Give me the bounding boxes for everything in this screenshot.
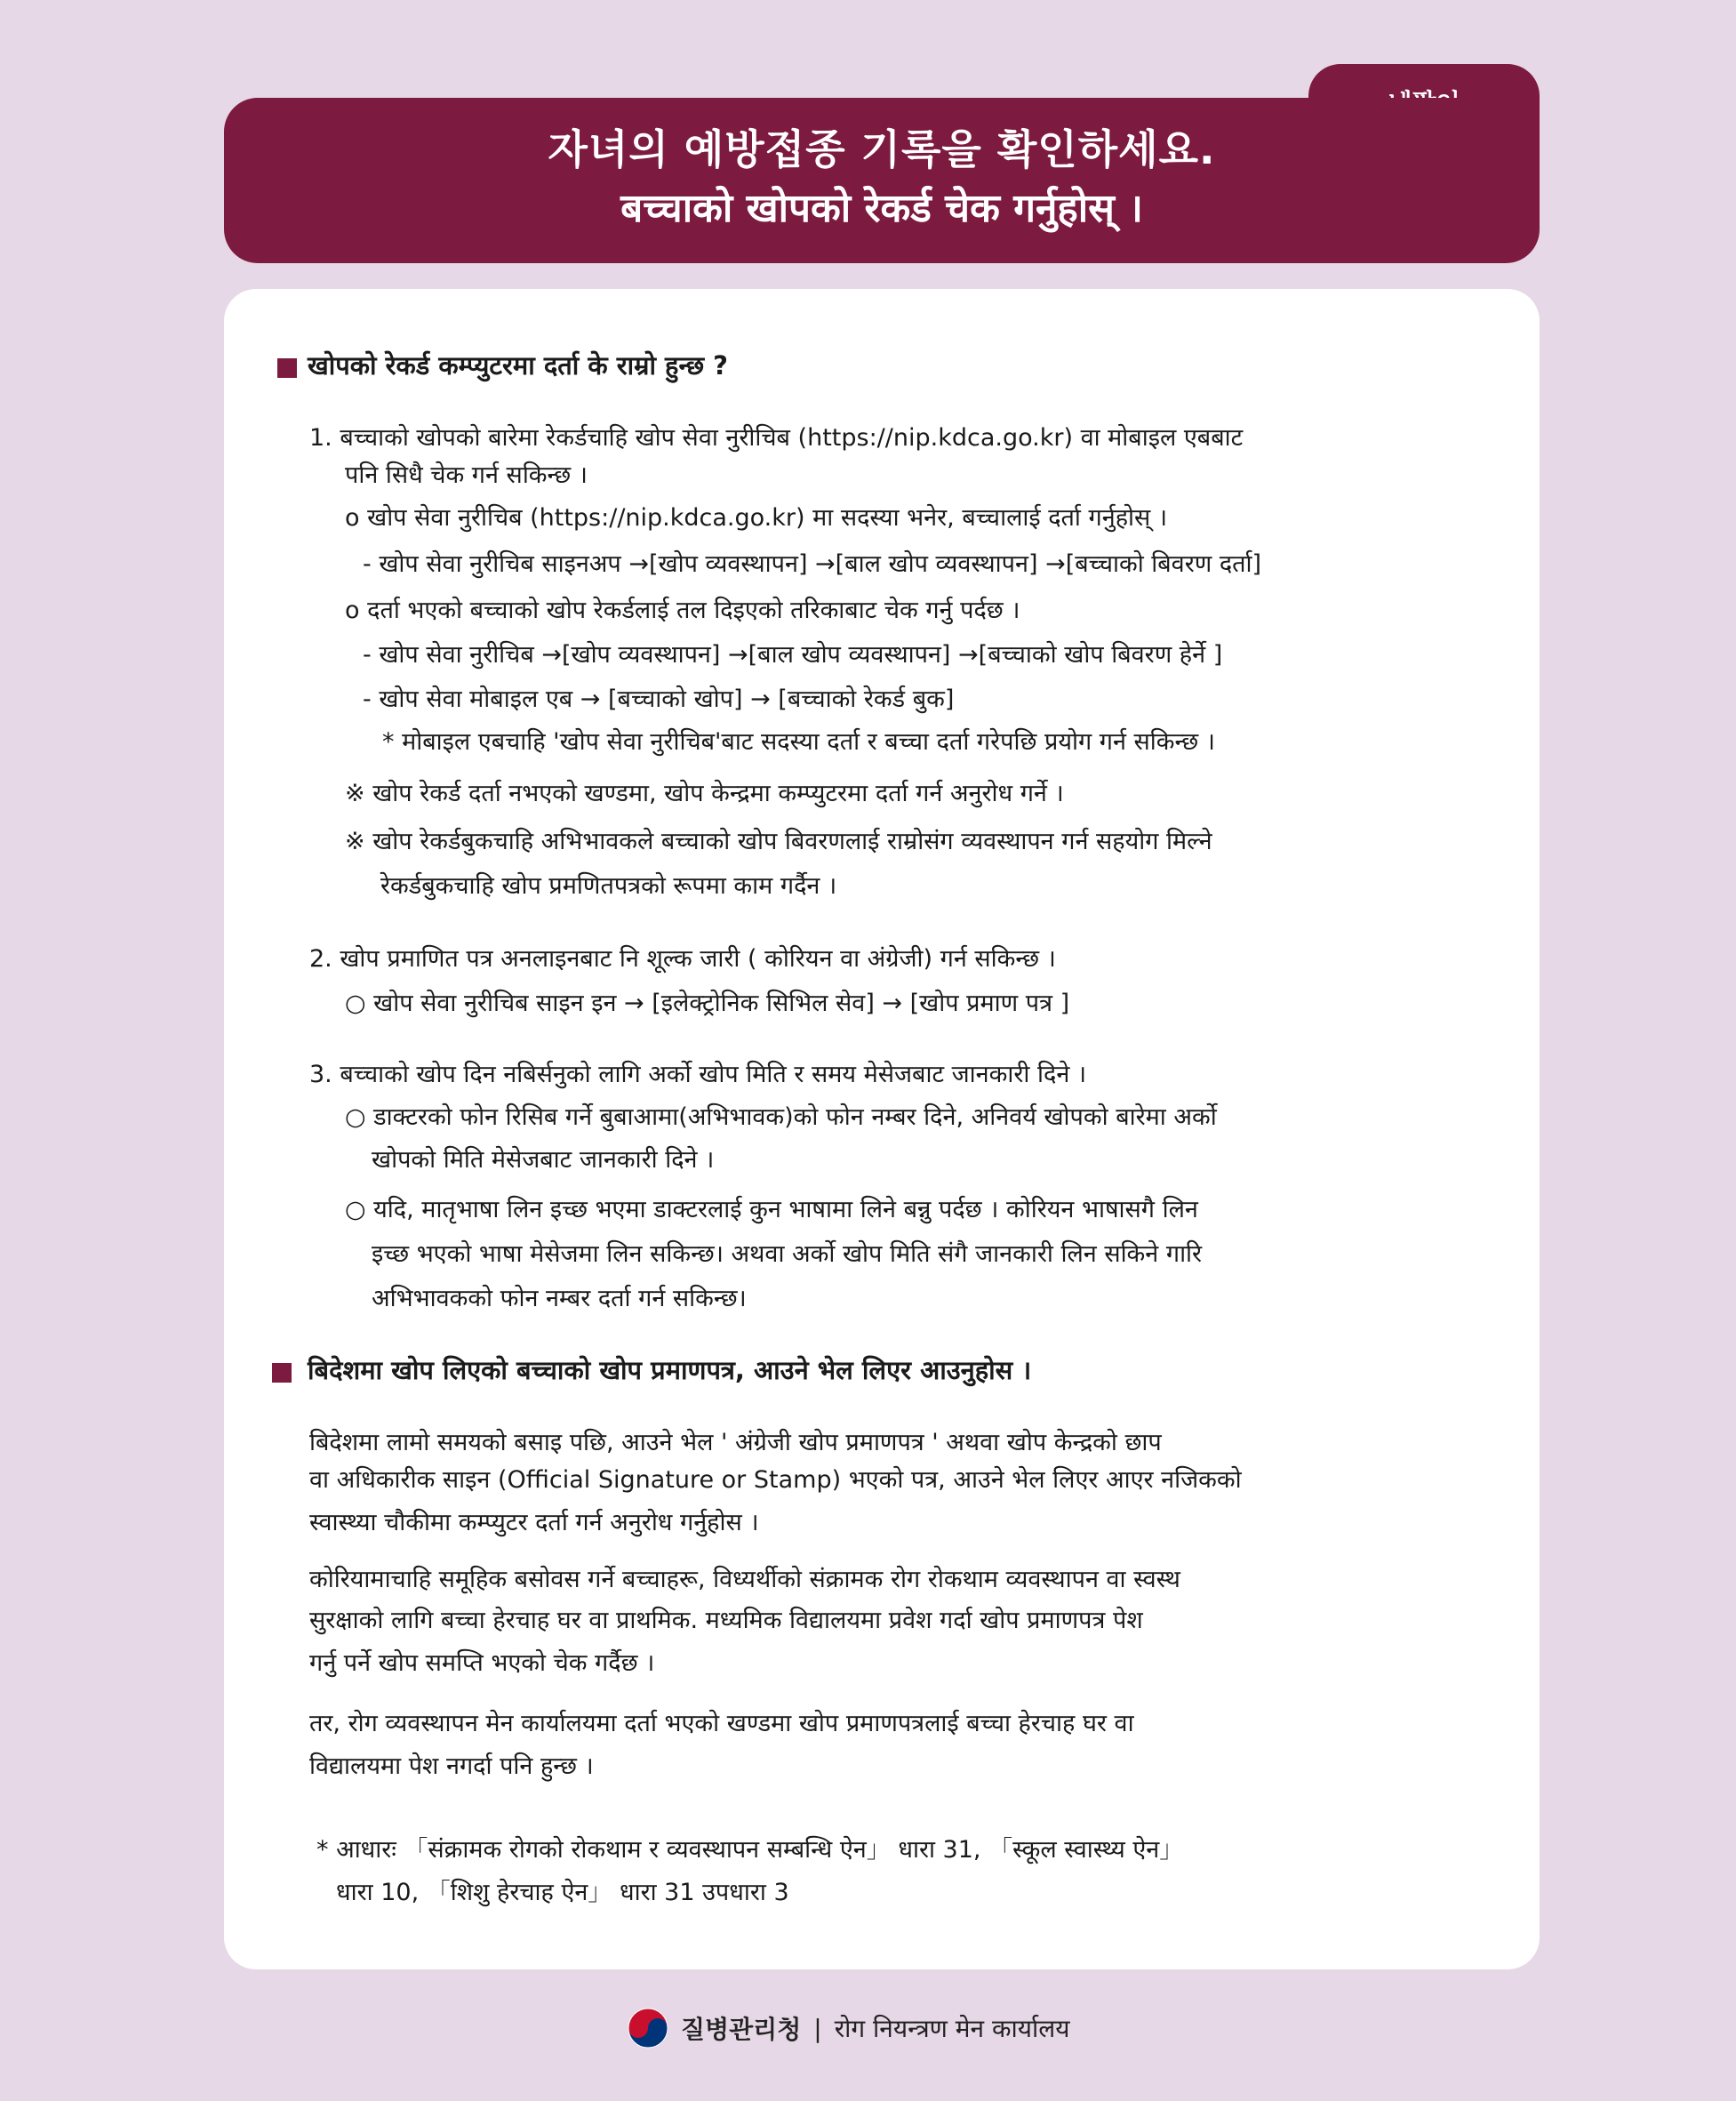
taegeuk-logo-icon: [628, 2008, 668, 2049]
title-nepali: बच्चाको खोपको रेकर्ड चेक गर्नुहोस् ।: [620, 186, 1143, 231]
item1-note1: ※ खोप रेकर्ड दर्ता नभएको खण्डमा, खोप केन्द्रमा कम्प्युटरमा दर्ता गर्न अनुरोध गर्ने ।: [345, 780, 1064, 807]
item1-line1: 1. बच्चाको खोपको बारेमा रेकर्डचाहि खोप सेवा नुरीचिब (https://nip.kdca.go.kr) वा मोबाइल एबबाट: [309, 424, 1244, 452]
item1-bullet2: o दर्ता भएको बच्चाको खोप रेकर्डलाई तल दिइएको तरिकाबाट चेक गर्नु पर्दछ ।: [345, 597, 1020, 624]
item1-note2-line1: ※ खोप रेकर्डबुकचाहि अभिभावकले बच्चाको खोप बिवरणलाई राम्रोसंग व्यवस्थापन गर्न सहयोग मिल्ने: [345, 828, 1212, 855]
section2-heading: बिदेशमा खोप लिएको बच्चाको खोप प्रमाणपत्र, आउने भेल लिएर आउनुहोस ।: [308, 1355, 1032, 1385]
item3-bullet2-line3: अभिभावकको फोन नम्बर दर्ता गर्न सकिन्छ।: [372, 1285, 747, 1312]
item3-bullet2-line2: इच्छ भएको भाषा मेसेजमा लिन सकिन्छ। अथवा अर्को खोप मिति संगै जानकारी लिन सकिने गारि: [372, 1240, 1203, 1268]
section-bullet-square: [272, 1363, 292, 1383]
item1-bullet2-note: * मोबाइल एबचाहि 'खोप सेवा नुरीचिब'बाट सदस्या दर्ता र बच्चा दर्ता गरेपछि प्रयोग गर्न सकिन्छ ।: [382, 728, 1216, 756]
section1-heading: खोपको रेकर्ड कम्प्युटरमा दर्ता के राम्रो हुन्छ ?: [308, 350, 728, 381]
para3-line1: तर, रोग व्यवस्थापन मेन कार्यालयमा दर्ता भएको खण्डमा खोप प्रमाणपत्रलाई बच्चा हेरचाह घर वा: [309, 1710, 1134, 1737]
agency-name-korean: 질병관리청: [681, 2015, 802, 2044]
para2-line1: कोरियामाचाहि समूहिक बसोवस गर्ने बच्चाहरू, विध्यर्थीको संक्रामक रोग रोकथाम व्यवस्थापन वा स्वस्थ: [309, 1566, 1180, 1593]
footer: [628, 2006, 1069, 2050]
item3-bullet1-line2: खोपको मिति मेसेजबाट जानकारी दिने ।: [372, 1146, 715, 1174]
content-card: [224, 289, 1540, 1969]
para2-line2: सुरक्षाको लागि बच्चा हेरचाह घर वा प्राथमिक. मध्यमिक विद्यालयमा प्रवेश गर्दा खोप प्रमाणपत्र पेश: [309, 1607, 1143, 1634]
item2-bullet1: ○ खोप सेवा नुरीचिब साइन इन → [इलेक्ट्रोनिक सिभिल सेव] → [खोप प्रमाण पत्र ]: [345, 990, 1070, 1017]
item3-bullet2-line1: ○ यदि, मातृभाषा लिन इच्छ भएमा डाक्टरलाई कुन भाषामा लिने बन्नु पर्दछ । कोरियन भाषासगै लिन: [345, 1196, 1198, 1223]
item1-bullet1: o खोप सेवा नुरीचिब (https://nip.kdca.go.kr) मा सदस्या भनेर, बच्चालाई दर्ता गर्नुहोस् ।: [345, 504, 1168, 532]
para1-line2: वा अधिकारीक साइन (Official Signature or Stamp) भएको पत्र, आउने भेल लिएर आएर नजिकको: [309, 1466, 1242, 1494]
para1-line1: बिदेशमा लामो समयको बसाइ पछि, आउने भेल ' अंग्रेजी खोप प्रमाणपत्र ' अथवा खोप केन्द्रको छाप: [309, 1429, 1162, 1456]
para1-line3: स्वास्थ्या चौकीमा कम्प्युटर दर्ता गर्न अनुरोध गर्नुहोस ।: [309, 1509, 759, 1536]
item3-bullet1-line1: ○ डाक्टरको फोन रिसिब गर्ने बुबाआमा(अभिभावक)को फोन नम्बर दिने, अनिवर्य खोपको बारेमा अर्को: [345, 1103, 1217, 1131]
item2-line: 2. खोप प्रमाणित पत्र अनलाइनबाट नि शूल्क जारी ( कोरियन वा अंग्रेजी) गर्न सकिन्छ ।: [309, 945, 1056, 973]
para2-line3: गर्नु पर्ने खोप समप्ति भएको चेक गर्दैछ ।: [309, 1649, 655, 1677]
title-banner: [224, 98, 1540, 263]
footer-separator: |: [813, 2013, 822, 2043]
title-korean: 자녀의 예방접종 기록을 확인하세요.: [548, 125, 1216, 173]
agency-name-nepali: रोग नियन्त्रण मेन कार्यालय: [834, 2014, 1070, 2043]
item1-line2: पनि सिधै चेक गर्न सकिन्छ ।: [345, 461, 588, 489]
para3-line2: विद्यालयमा पेश नगर्दा पनि हुन्छ ।: [309, 1752, 594, 1780]
item3-line: 3. बच्चाको खोप दिन नबिर्सनुको लागि अर्को खोप मिति र समय मेसेजबाट जानकारी दिने ।: [309, 1061, 1087, 1088]
basis-line2: धारा 10, 「शिशु हेरचाह ऐन」 धारा 31 उपधारा 3: [336, 1879, 789, 1906]
basis-line1: * आधारः 「संक्रामक रोगको रोकथाम र व्यवस्थापन सम्बन्धि ऐन」 धारा 31, 「स्कूल स्वास्थ्य ऐन」: [316, 1836, 1184, 1864]
item1-bullet2-sub1: - खोप सेवा नुरीचिब →[खोप व्यवस्थापन] →[बाल खोप व्यवस्थापन] →[बच्चाको खोप बिवरण हेर्ने ]: [363, 641, 1223, 669]
item1-note2-line2: रेकर्डबुकचाहि खोप प्रमणितपत्रको रूपमा काम गर्दैन ।: [380, 872, 837, 900]
item1-bullet2-sub2: - खोप सेवा मोबाइल एब → [बच्चाको खोप] → [बच्चाको रेकर्ड बुक]: [363, 686, 955, 713]
item1-bullet1-sub: - खोप सेवा नुरीचिब साइनअप →[खोप व्यवस्थापन] →[बाल खोप व्यवस्थापन] →[बच्चाको बिवरण दर्ता]: [363, 550, 1262, 578]
section-bullet-square: [277, 358, 297, 378]
